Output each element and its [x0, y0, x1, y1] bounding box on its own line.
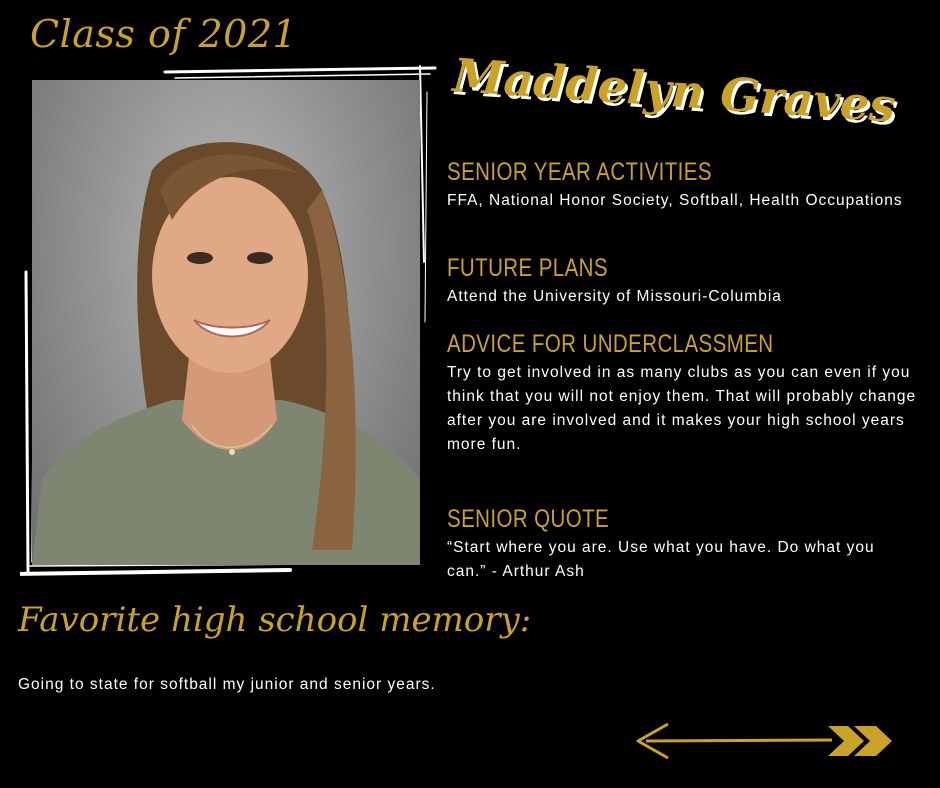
arrow-icon: [632, 718, 900, 764]
section-future-plans: [447, 254, 917, 309]
section-advice: [447, 330, 917, 457]
section-text: Attend the University of Missouri-Columbia: [447, 288, 782, 305]
section-title: ADVICE FOR UNDERCLASSMEN: [447, 330, 774, 358]
section-activities: [447, 158, 917, 213]
student-name: Maddelyn Graves: [451, 48, 898, 133]
memory-text: Going to state for softball my junior and senior years.: [18, 676, 436, 693]
class-of-heading: Class of 2021: [30, 12, 298, 56]
section-text: Try to get involved in as many clubs as you can even if you think that you will not enjoy them. That will probably change after you are involved and it makes your high school years more fun.: [447, 364, 917, 453]
section-title: SENIOR QUOTE: [447, 505, 610, 533]
section-title: FUTURE PLANS: [447, 254, 608, 282]
section-text: FFA, National Honor Society, Softball, Health Occupations: [447, 192, 903, 209]
section-senior-quote: [447, 505, 917, 584]
section-text: “Start where you are. Use what you have. Do what you can.” - Arthur Ash: [447, 539, 875, 580]
memory-title: Favorite high school memory:: [18, 600, 532, 640]
section-title: SENIOR YEAR ACTIVITIES: [447, 158, 712, 186]
student-photo: [32, 80, 420, 565]
